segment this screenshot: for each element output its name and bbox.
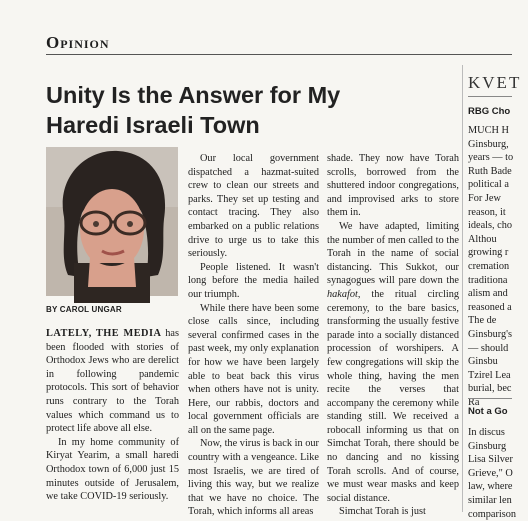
sidebar-headline-2: Not a Go bbox=[468, 406, 508, 417]
paragraph: People listened. It wasn't long before the media hailed our triumph. bbox=[188, 261, 319, 300]
sidebar-line: For Jew bbox=[468, 192, 501, 204]
sidebar-body-1 bbox=[468, 124, 528, 409]
sidebar-title-rule bbox=[468, 96, 512, 97]
sidebar-line: comparison bbox=[468, 508, 517, 520]
byline: BY CAROL UNGAR bbox=[46, 305, 122, 314]
paragraph: While there have been some close calls since, including several confirmed cases in the past week, my only explanation for how we have been largely able to beat back this virus when others have not is unity. Here, our rabbis, doctors and local government officials are all on the same page. bbox=[188, 302, 319, 436]
sidebar-line: Lisa Silver bbox=[468, 454, 513, 466]
sidebar-line: Ginsbu bbox=[468, 356, 498, 368]
column-1 bbox=[46, 327, 179, 504]
headline: Unity Is the Answer for My Haredi Israeli Town bbox=[46, 82, 341, 138]
emphasis: hakafot bbox=[327, 288, 358, 300]
paragraph: Our local government dispatched a hazmat-suited crew to clean our streets and parks. They set up testing and contact tracing. They also embarked on a public relations drive to urge us to take this seriously. bbox=[188, 153, 319, 260]
sidebar-line: MUCH H bbox=[468, 125, 509, 136]
sidebar-line: Althou bbox=[468, 233, 497, 245]
sidebar-line: Ginsburg bbox=[468, 440, 507, 452]
section-label: Opinion bbox=[46, 33, 110, 52]
sidebar-line: similar len bbox=[468, 494, 512, 506]
paragraph: Now, the virus is back in our country with a vengeance. Like most Israelis, we are tired of living this way, but we realize that we have no choice. The Torah, which informs all areas bbox=[188, 438, 319, 518]
sidebar-rule-2 bbox=[468, 398, 512, 399]
lead-in: LATELY, THE MEDIA bbox=[46, 328, 162, 339]
sidebar-line: alism and bbox=[468, 288, 508, 300]
sidebar-line: Tzirel Lea bbox=[468, 369, 511, 381]
sidebar-line: reasoned a bbox=[468, 301, 512, 313]
sidebar-body-2 bbox=[468, 426, 528, 521]
paragraph-text: We have adapted, limiting the number of men called to the Torah in the name of social distancing. This Sukkot, our synagogues will pare down the bbox=[327, 220, 459, 287]
sidebar-line: growing r bbox=[468, 247, 509, 259]
paragraph-text: , the ritual circling ceremony, to the bare basics, transforming the usually festive parade into a socially distanced procession of worshipers. A few congregations will skip the whole thing, having the men recite the verses that accompany the ceremony while standing still. We received a robocall informing us that on Simchat Torah, there should be no dancing and no kissing Torah scrolls. And of course, we must wear masks and keep social distance. bbox=[327, 288, 459, 504]
sidebar-line: — should bbox=[468, 342, 509, 354]
paragraph bbox=[327, 220, 459, 505]
sidebar-line: Ruth Bade bbox=[468, 165, 512, 177]
sidebar-headline-1: RBG Cho bbox=[468, 106, 511, 117]
sidebar-line: traditiona bbox=[468, 274, 508, 286]
sidebar-line: burial, bec bbox=[468, 383, 512, 395]
section-rule bbox=[46, 54, 456, 55]
sidebar-line: reason, it bbox=[468, 206, 506, 218]
sidebar-line: political a bbox=[468, 179, 509, 191]
sidebar-title: KVET bbox=[468, 73, 522, 92]
sidebar-line: Ra bbox=[468, 396, 480, 408]
paragraph: Simchat Torah is just bbox=[339, 506, 426, 518]
sidebar-line: Ginsburg's bbox=[468, 328, 513, 340]
sidebar-line: law, where bbox=[468, 481, 513, 493]
paragraph-text: has been flooded with stories of Orthodox Jews who are derelict in following pandemic protocols. This sort of behavior runs contrary to the Torah values which command us to protect life above all else. bbox=[46, 328, 179, 435]
column-3 bbox=[327, 152, 459, 519]
sidebar-line: cremation bbox=[468, 260, 510, 272]
section-rule-right bbox=[456, 54, 512, 55]
sidebar-line: ideals, cho bbox=[468, 220, 513, 232]
sidebar-line: In discus bbox=[468, 427, 505, 438]
sidebar-line: Ginsburg, bbox=[468, 138, 509, 150]
paragraph: shade. They now have Torah scrolls, borrowed from the shuttered indoor congregations, and improvised arks to store them in. bbox=[327, 153, 459, 219]
sidebar-divider bbox=[462, 65, 463, 512]
paragraph bbox=[46, 327, 179, 436]
paragraph: In my home community of Kiryat Yearim, a small haredi Orthodox town of 6,000 just 15 minutes outside of Jerusalem, we take COVID-19 seriously. bbox=[46, 436, 179, 503]
author-photo bbox=[46, 147, 178, 296]
column-2 bbox=[188, 152, 319, 519]
sidebar-line: Grieve," O bbox=[468, 467, 513, 479]
sidebar-line: The de bbox=[468, 315, 497, 327]
sidebar-line: years — to bbox=[468, 152, 514, 164]
